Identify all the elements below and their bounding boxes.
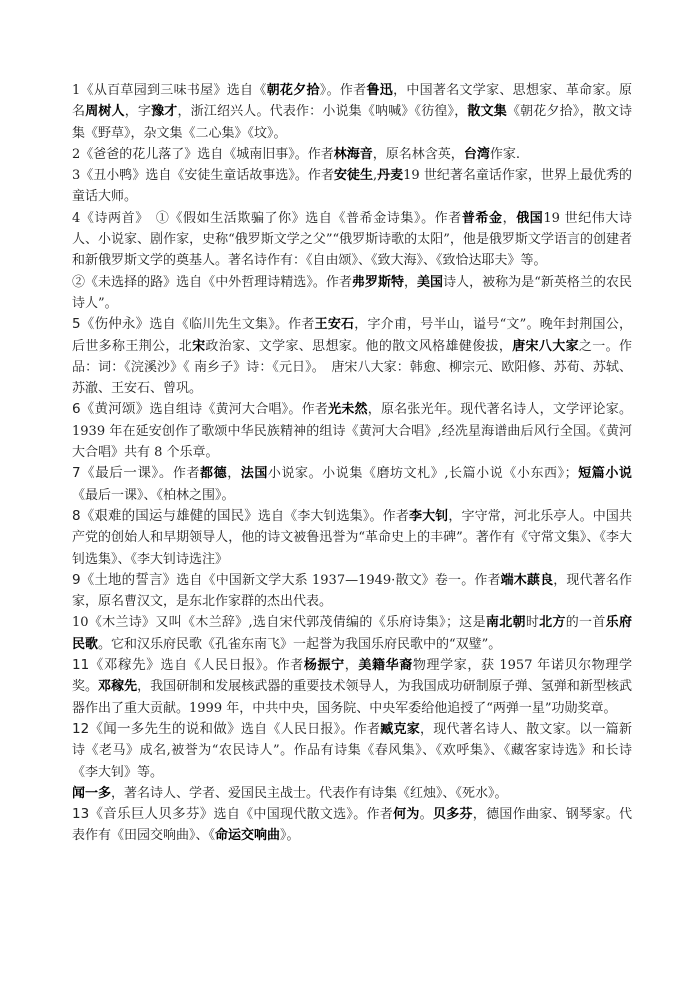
entry-text: ，	[403, 274, 418, 290]
entry-text: ，字	[124, 104, 152, 120]
entry-text: ,	[372, 168, 378, 184]
bold-term: 美籍华裔	[358, 658, 413, 674]
entry-text: ，德国作曲家、钢琴家。代表作有《田园交响曲》、《	[72, 807, 632, 844]
entry-1	[72, 80, 632, 144]
entry-text: 4《诗两首》 ①《假如生活欺骗了你》选自《普希金诗集》。作者	[72, 210, 462, 226]
entry-title: 7《最后一课》。	[72, 465, 173, 482]
entry-title: 11《邓稼先》	[72, 657, 161, 674]
bold-term: 李大钊	[408, 508, 449, 524]
entry-text: ，	[227, 466, 241, 482]
bold-term: 南北朝	[485, 615, 526, 631]
entry-8	[72, 506, 632, 570]
bold-term: 臧克家	[380, 721, 421, 737]
entry-text: 选自组诗《黄河大合唱》。作者	[149, 402, 329, 418]
bold-term: 北方	[539, 615, 566, 631]
entry-title: 13《音乐巨人贝多芬》	[72, 806, 214, 823]
entry-text: ，字守常，河北乐亭人。中国共产党的创始人和早期领导人，他的诗文被鲁迅誉为“革命史上的丰碑”。著作有《守常文集》、《李大钊选集》、《李大钊诗选注》	[72, 508, 632, 567]
bold-term: 邓稼先	[98, 679, 138, 695]
entry-text: 3《丑小鸭》选自《安徒生童话故事选》。作者	[72, 168, 334, 184]
bold-term: 闻一多	[72, 785, 112, 801]
entry-text: ，浙江绍兴人。代表作：小说集《呐喊》《彷徨》，	[177, 104, 468, 120]
bold-term: 俄国	[516, 210, 544, 226]
entry-title: 12《闻一多先生的说和做》	[72, 720, 241, 737]
bold-term: 弗罗斯特	[351, 274, 404, 290]
entry-text: ，现代著名作家，原名曹汉文，是东北作家群的杰出代表。	[72, 572, 632, 610]
entry-text: 1《从百草园到三味书屋》选自《	[72, 83, 267, 98]
bold-term: 乐府民歌	[72, 615, 632, 652]
entry-text: ，著名诗人、学者、爱国民主战士。代表作有诗集《红烛》、《死水》。	[111, 785, 508, 801]
entry-4	[72, 208, 632, 272]
bold-term: 周树人	[85, 104, 125, 120]
entry-text: 19 世纪著名童话作家，世界上最优秀的童话大师。	[72, 168, 632, 205]
entry-text: 10《木兰诗》又叫《木兰辞》,选自宋代郭茂倩编的《乐府诗集》；这是	[72, 615, 486, 631]
entry-text: 选自《人民日报》。作者	[240, 721, 381, 737]
entry-text: 诗人，被称为是“新英格兰的农民诗人”。	[72, 274, 632, 311]
entry-12-part-2	[72, 783, 632, 804]
entry-text: 作者	[172, 466, 201, 482]
entry-6	[72, 399, 632, 463]
bold-term: 林海音	[333, 146, 373, 162]
entry-text: ，字介甫，号半山，谥号“文”。晚年封荆国公，后世多称王荆公，北	[72, 317, 632, 354]
bold-term: 安徒生	[333, 168, 373, 184]
entry-text: 选自《人民日报》。作者	[160, 658, 304, 674]
entry-text: ，原名张光年。现代著名诗人，文学评论家。1939 年在延安创作了歌颂中华民族精神的组诗《黄河大合唱》,经冼星海谱曲后风行全国。《黄河大合唱》共有 8 个乐章。	[72, 402, 632, 461]
entry-text: 19 世纪伟大诗人、小说家、剧作家，史称“俄罗斯文学之父”“俄罗斯诗歌的太阳”，他是俄罗斯文学语言的创建者和新俄罗斯文学的奠基人。著名诗作有：《自由颂》、《致大海》、《致恰达耶夫》等。	[72, 210, 632, 269]
bold-term: 贝多芬	[432, 807, 473, 823]
entry-text: 选自《李大钊选集》。作者	[257, 508, 409, 524]
entry-2	[72, 144, 632, 165]
bold-term: 丹麦	[377, 168, 404, 184]
entry-10	[72, 612, 632, 655]
entry-title: 6《黄河颂》	[72, 401, 150, 418]
bold-term: 杨振宁	[303, 658, 345, 674]
bold-term: 朝花夕拾	[266, 83, 320, 98]
bold-term: 端木蕻良	[500, 572, 554, 588]
entry-3	[72, 165, 632, 208]
entry-text: 小说家。小说集《磨坊文札》,长篇小说《小东西》；	[267, 466, 578, 482]
entry-12	[72, 719, 632, 783]
bold-term: 豫才	[151, 104, 178, 120]
entry-text: 《最后一课》、《柏林之围》。	[72, 487, 235, 503]
entry-text: ，我国研制和发展核武器的重要技术领导人，为我国成功研制原子弹、氢弹和新型核武器作出了重大贡献。1999 年，中共中央，国务院、中央军委给他追授了“两弹一星”功勋奖章。	[72, 679, 632, 716]
entry-text: 物理学家，获 1957 年诺贝尔物理学奖。	[72, 658, 632, 695]
bold-term: 光未然	[328, 402, 368, 418]
bold-term: 何为	[393, 807, 420, 823]
document-body	[72, 80, 632, 847]
entry-text: ，中国著名文学家、思想家、革命家。原名	[72, 83, 632, 120]
bold-term: 美国	[417, 274, 444, 290]
entry-text: 作家.	[489, 146, 520, 162]
entry-text: 《朝花夕拾》，散文诗集《野草》，杂文集《二心集》《坟》。	[72, 104, 632, 141]
entry-text: 之一。作品：词：《浣溪沙》《 南乡子》诗：《元日》。 唐宋八大家：韩愈、柳宗元、欧阳修、苏荀、苏轼、苏澈、王安石、曾巩。	[72, 338, 632, 397]
entry-text: ②《未选择的路》选自《中外哲理诗精选》。作者	[72, 274, 352, 290]
entry-text: 的一首	[565, 615, 606, 631]
entry-9	[72, 570, 632, 613]
entry-text: 选自《中国新文学大系 1937—1949·散文》卷一。作者	[176, 572, 501, 588]
entry-7	[72, 463, 632, 506]
bold-term: 王安石	[314, 317, 355, 333]
entry-text: 2《爸爸的花儿落了》选自《城南旧事》。作者	[72, 146, 334, 162]
entry-text: 》。	[280, 828, 300, 844]
bold-term: 都德	[200, 466, 228, 482]
bold-term: 命运交响曲	[215, 828, 281, 844]
bold-term: 法国	[240, 466, 268, 482]
entry-text: 选自《临川先生文集》。作者	[149, 317, 315, 333]
entry-4-part-2	[72, 272, 632, 315]
entry-text: 。	[419, 807, 433, 823]
entry-11	[72, 655, 632, 719]
entry-title: 9《土地的誓言》	[72, 571, 177, 588]
entry-title: 8《艰难的国运与雄健的国民》	[72, 507, 258, 524]
entry-text: ，	[344, 658, 359, 674]
entry-text: 时	[525, 615, 540, 631]
bold-term: 唐宋八大家	[512, 338, 579, 354]
bold-term: 鲁迅	[366, 83, 394, 98]
bold-term: 台湾	[463, 146, 490, 162]
bold-term: 宋	[192, 338, 206, 354]
entry-text: 。它和汉乐府民歌《孔雀东南飞》一起誉为我国乐府民歌中的“双璧”。	[98, 636, 502, 652]
entry-title: 5《伤仲永》	[72, 316, 150, 333]
entry-text: 选自《中国现代散文选》。作者	[213, 807, 394, 823]
bold-term: 短篇小说	[577, 466, 632, 482]
entry-text: ，原名林含英，	[372, 146, 464, 162]
entry-text: ，现代著名诗人、散文家。以一篇新诗《老马》成名,被誉为“农民诗人”。作品有诗集《春风集》、《欢呼集》、《藏客家诗选》和长诗《李大钊》等。	[72, 721, 632, 780]
entry-13	[72, 804, 632, 847]
entry-text: ，	[502, 210, 517, 226]
entry-text: 》。作者	[319, 83, 367, 98]
bold-term: 散文集	[467, 104, 507, 120]
bold-term: 普希金	[461, 210, 503, 226]
entry-5	[72, 314, 632, 399]
entry-text: 政治家、文学家、思想家。他的散文风格雄健俊拔，	[205, 338, 513, 354]
